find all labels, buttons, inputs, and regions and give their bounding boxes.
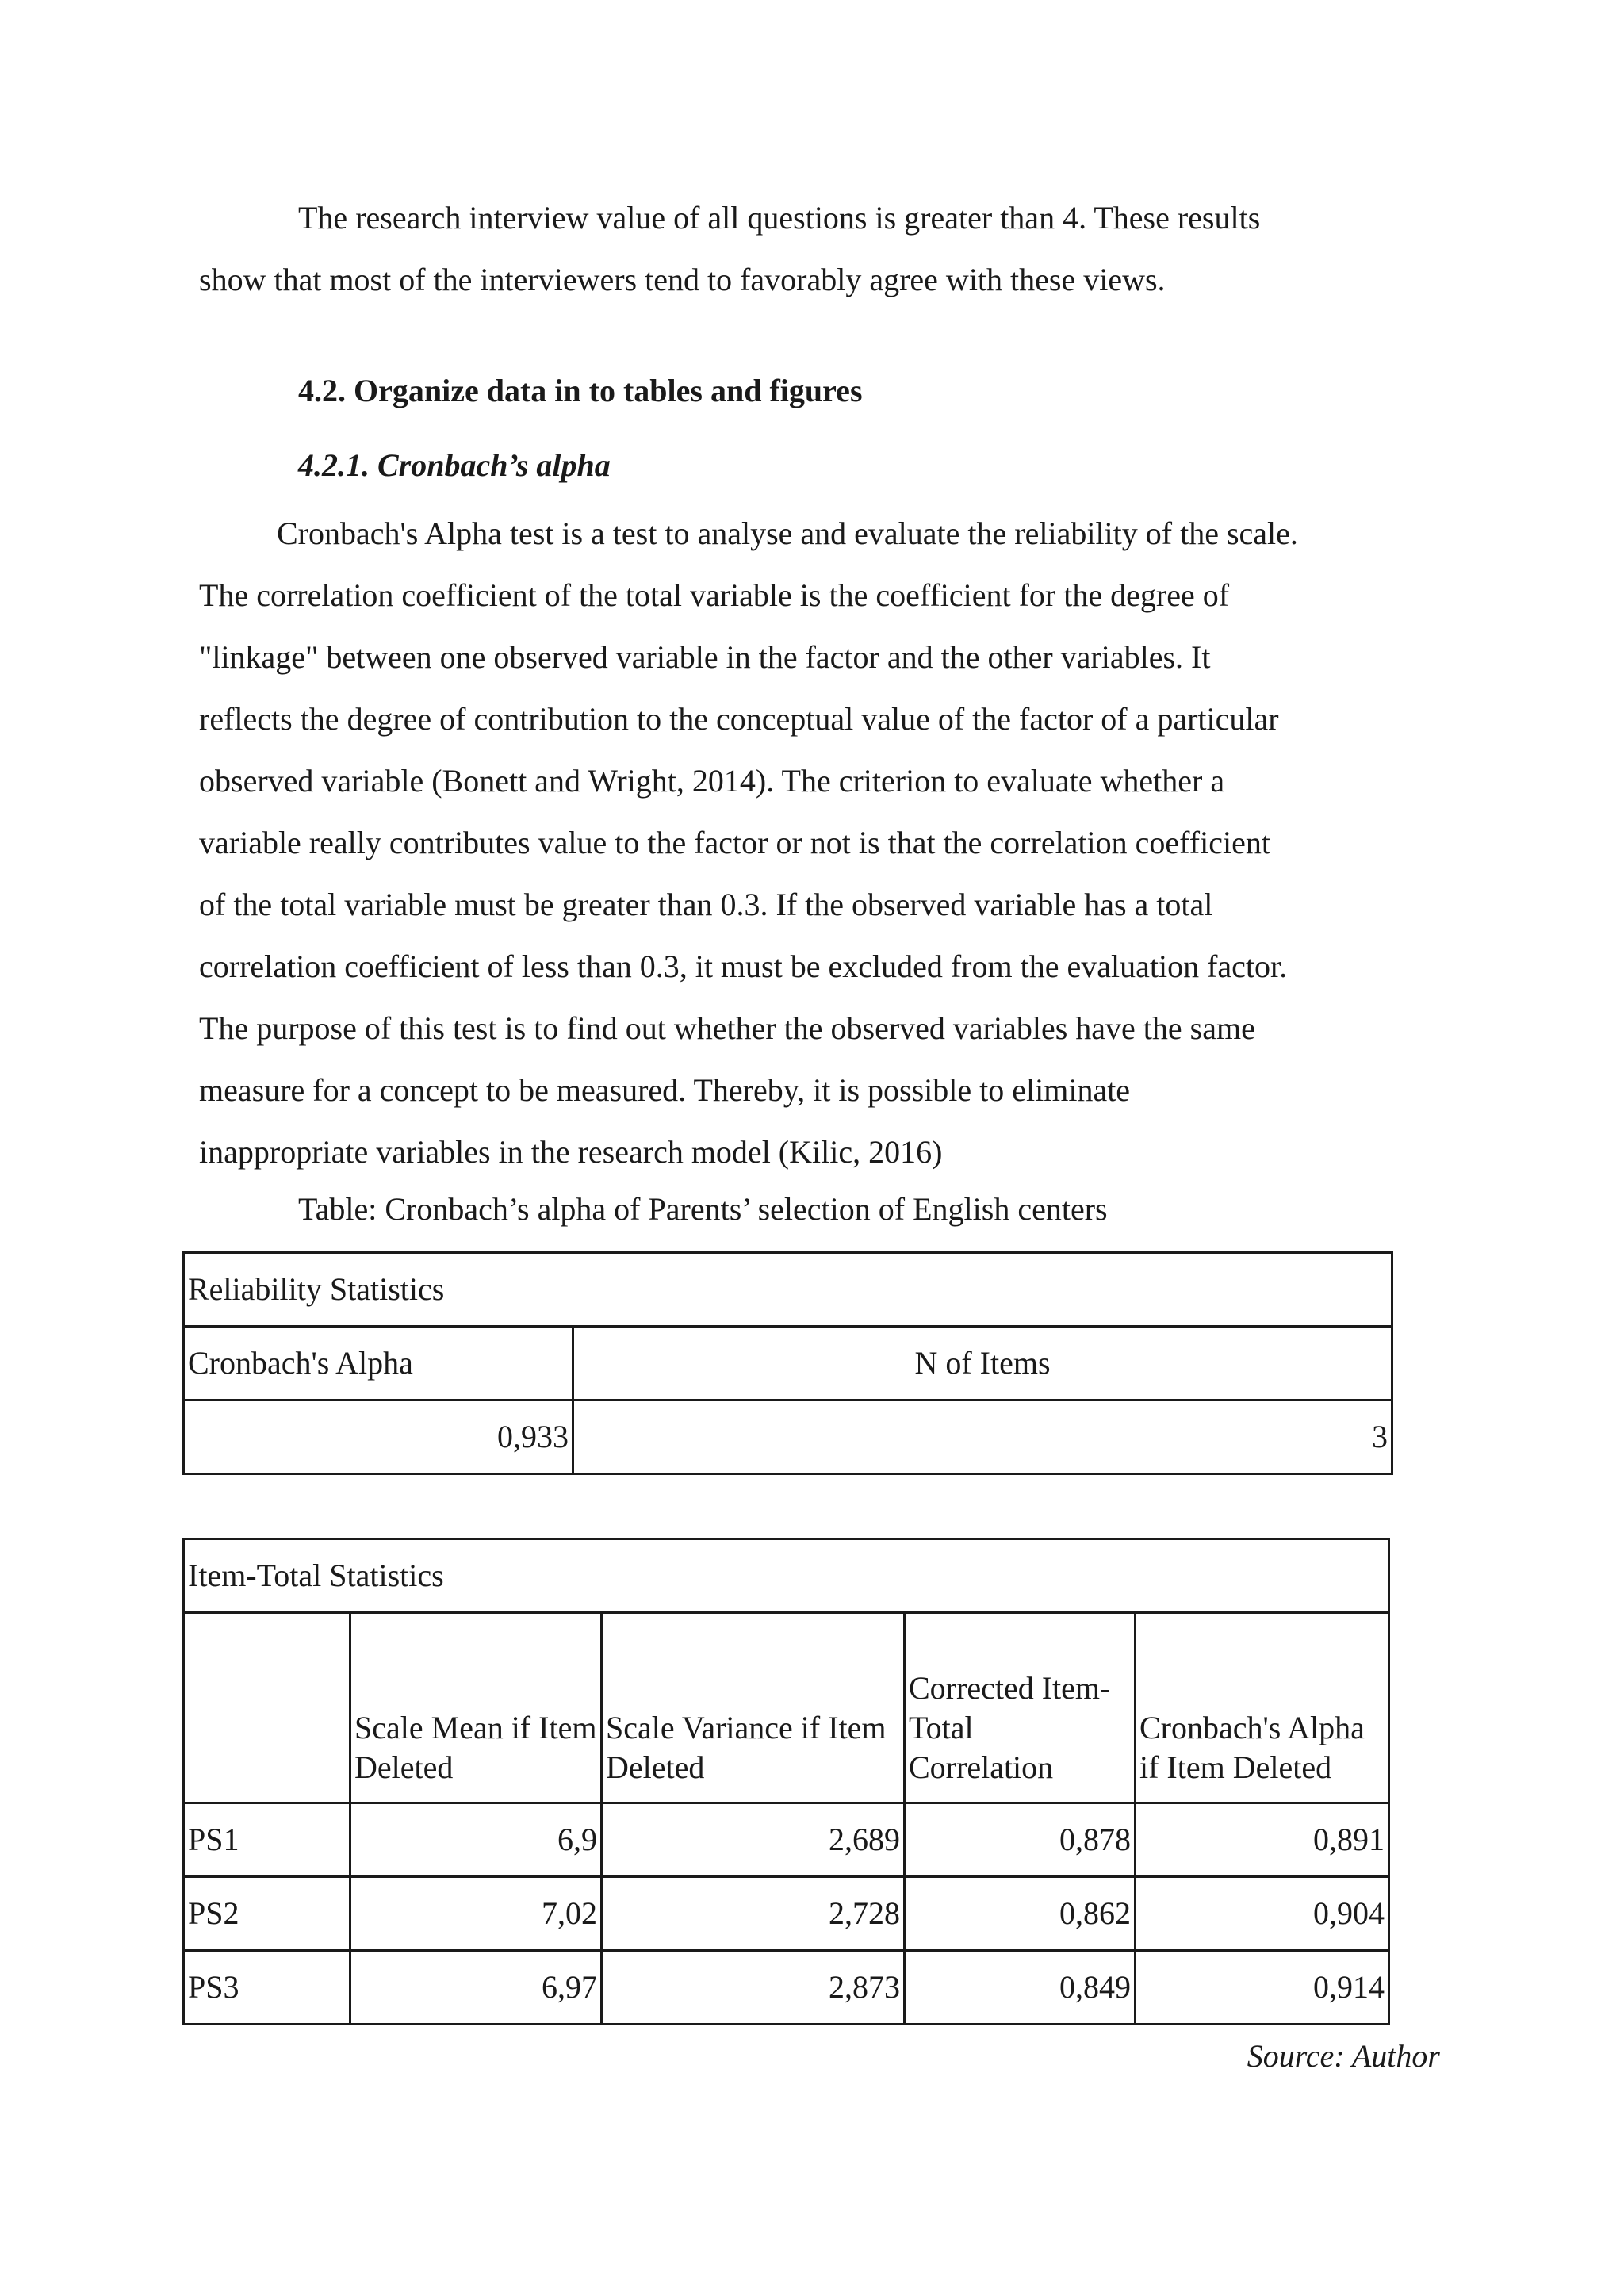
body-line: "linkage" between one observed variable in the factor and the other variables. It: [199, 639, 1211, 675]
row-alpha-if-deleted: 0,891: [1136, 1803, 1389, 1877]
table-row: [184, 1951, 1389, 2025]
item-total-title: Item-Total Statistics: [184, 1539, 1389, 1613]
body-line: correlation coefficient of less than 0.3, it must be excluded from the evaluation factor.: [199, 948, 1288, 984]
table-caption: Table: Cronbach’s alpha of Parents’ selection of English centers: [298, 1191, 1108, 1227]
intro-line-2: show that most of the interviewers tend to favorably agree with these views.: [199, 262, 1166, 297]
reliability-header-alpha: Cronbach's Alpha: [184, 1327, 573, 1400]
intro-line-1: The research interview value of all questions is greater than 4. These results: [298, 200, 1261, 236]
row-scale-variance: 2,728: [602, 1877, 905, 1951]
row-item-label: PS1: [184, 1803, 350, 1877]
row-corrected-correlation: 0,849: [905, 1951, 1136, 2025]
row-alpha-if-deleted: 0,914: [1136, 1951, 1389, 2025]
body-line: reflects the degree of contribution to the conceptual value of the factor of a particular: [199, 701, 1279, 737]
reliability-alpha-value: 0,933: [184, 1400, 573, 1474]
row-scale-mean: 6,97: [350, 1951, 602, 2025]
header-corrected-line-2: Total: [909, 1710, 974, 1745]
header-scale-mean: Scale Mean if Item Deleted: [350, 1613, 602, 1803]
body-line: measure for a concept to be measured. Thereby, it is possible to eliminate: [199, 1072, 1131, 1108]
row-alpha-if-deleted: 0,904: [1136, 1877, 1389, 1951]
reliability-table: [182, 1251, 1393, 1475]
table-row: [184, 1877, 1389, 1951]
row-corrected-correlation: 0,862: [905, 1877, 1136, 1951]
row-item-label: PS3: [184, 1951, 350, 2025]
table-source: Source: Author: [1247, 2038, 1440, 2074]
body-line: inappropriate variables in the research model (Kilic, 2016): [199, 1134, 943, 1170]
body-line: The correlation coefficient of the total variable is the coefficient for the degree of: [199, 577, 1230, 613]
row-corrected-correlation: 0,878: [905, 1803, 1136, 1877]
body-line: observed variable (Bonett and Wright, 2014). The criterion to evaluate whether a: [199, 763, 1225, 799]
header-corrected-correlation: [905, 1613, 1136, 1803]
row-scale-variance: 2,689: [602, 1803, 905, 1877]
body-line: variable really contributes value to the factor or not is that the correlation coefficient: [199, 825, 1270, 860]
header-corrected-line-1: Corrected Item-: [909, 1670, 1111, 1706]
subsection-heading: 4.2.1. Cronbach’s alpha: [298, 447, 611, 483]
reliability-title: Reliability Statistics: [184, 1253, 1392, 1327]
section-heading: 4.2. Organize data in to tables and figures: [298, 373, 863, 408]
row-scale-mean: 6,9: [350, 1803, 602, 1877]
row-scale-variance: 2,873: [602, 1951, 905, 2025]
item-total-table: [182, 1538, 1390, 2025]
body-line: Cronbach's Alpha test is a test to analyse and evaluate the reliability of the scale.: [277, 515, 1298, 551]
header-alpha-if-deleted: Cronbach's Alpha if Item Deleted: [1136, 1613, 1389, 1803]
header-scale-variance: Scale Variance if Item Deleted: [602, 1613, 905, 1803]
body-line: The purpose of this test is to find out whether the observed variables have the same: [199, 1010, 1255, 1046]
item-header-blank: [184, 1613, 350, 1803]
row-item-label: PS2: [184, 1877, 350, 1951]
reliability-n-items-value: 3: [573, 1400, 1392, 1474]
header-corrected-line-3: Correlation: [909, 1749, 1054, 1785]
table-row: [184, 1803, 1389, 1877]
body-line: of the total variable must be greater than 0.3. If the observed variable has a total: [199, 887, 1213, 922]
reliability-header-n-items: N of Items: [573, 1327, 1392, 1400]
row-scale-mean: 7,02: [350, 1877, 602, 1951]
